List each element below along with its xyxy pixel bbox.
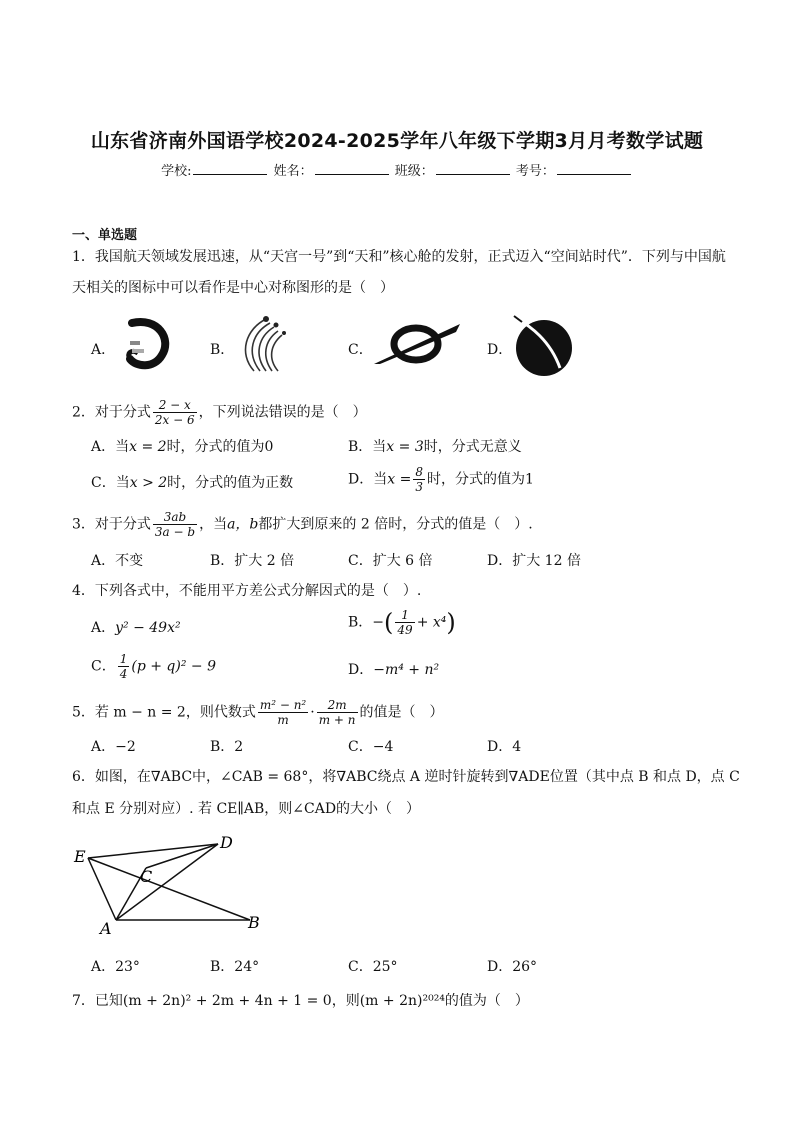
q3-option-b: B．扩大 2 倍 [210,553,295,569]
page-title: 山东省济南外国语学校2024-2025学年八年级下学期3月月考数学试题 [90,130,704,152]
q4-option-b-label: B． [348,614,373,631]
q4-option-c-label: C． [91,658,116,675]
point-d-label: D [220,833,233,852]
q4-option-b-right-paren: ) [446,608,456,637]
q1-option-a-label: A． [91,342,116,358]
q2-option-d-denominator: 3 [415,480,423,494]
q2-option-a-expr: x = 2 [129,439,167,455]
q4-option-b-numerator: 1 [395,608,414,623]
class-blank [436,162,510,175]
q2-option-c [91,472,293,492]
q7-stem: 7．已知(m + 2n)² + 2m + 4n + 1 = 0，则(m + 2n)²⁰²⁴的值为（ ） [72,993,529,1009]
q1-option-c-label: C． [348,342,373,358]
q4-option-b-fraction [395,608,414,637]
point-b-label: B [248,913,260,932]
q4-stem: 4．下列各式中，不能用平方差公式分解因式的是（ ）. [72,583,422,599]
q4-option-c-tail: (p + q)² − 9 [131,658,216,675]
q3-stem [72,510,533,539]
q2-option-c-label: C．当 [91,475,130,491]
name-label: 姓名： [273,164,313,179]
q6-line1: 6．如图，在∇ABC中，∠CAB = 68°，将∇ABC绕点 A 逆时针旋转到∇ADE位置（其中点 B 和点 D，点 C [72,769,740,785]
q6-option-b: B．24° [210,959,260,975]
q5-multiply-dot: · [310,704,315,721]
q2-option-c-expr: x > 2 [129,475,168,491]
q3-variables: a，b [227,516,259,533]
line-ad [116,844,218,920]
q2-option-d-numerator: 8 [415,465,423,479]
q5-fraction-2-denominator: m + n [318,713,356,727]
q4-option-b [348,608,456,637]
q3-fraction-numerator: 3ab [153,510,197,525]
q1-line2: 天相关的图标中可以看作是中心对称图形的是（ ） [72,280,394,296]
q1-option-c-icon [372,320,464,368]
q5-option-d: D．4 [487,739,522,755]
school-label: 学校: [161,164,192,179]
q5-stem-tail: 的值是（ ） [359,704,444,721]
q1-option-b-label: B． [210,342,235,358]
q2-option-a-tail: 时，分式的值为0 [166,439,274,455]
q3-fraction [153,510,197,539]
q1-line1: 1．我国航天领域发展迅速，从“天宫一号”到“天和”核心舱的发射，正式迈入“空间站时代”．下列与中国航 [72,249,726,265]
point-e-label: E [74,847,86,866]
q2-option-d-label: D．当 [348,471,388,488]
q5-fraction-1 [258,698,308,727]
q5-option-a: A．−2 [91,739,136,755]
q2-option-c-tail: 时，分式的值为正数 [167,475,294,491]
exam-no-blank [557,162,631,175]
q2-option-b-label: B．当 [348,439,387,455]
q2-stem-tail: ，下列说法错误的是（ ） [198,404,367,421]
q2-option-d-tail: 时，分式的值为1 [426,471,534,488]
q5-stem-text: 5．若 m − n = 2，则代数式 [72,704,256,721]
name-blank [315,162,389,175]
q3-option-d: D．扩大 12 倍 [487,553,581,569]
q4-option-c-denominator: 4 [119,667,128,681]
q6-line2: 和点 E 分别对应）. 若 CE∥AB，则∠CAD的大小（ ） [72,801,421,817]
student-info-line [0,160,794,179]
school-blank [193,162,267,175]
q4-option-d [348,659,439,679]
q5-stem [72,698,444,727]
q5-fraction-1-denominator: m [277,713,289,727]
q4-option-b-left-paren: ( [384,608,394,637]
q1-option-d-label: D． [487,342,513,358]
q3-option-a: A．不变 [91,553,144,569]
q6-option-d: D．26° [487,959,538,975]
section-heading: 一、单选题 [72,228,138,243]
q2-option-b-expr: x = 3 [386,439,424,455]
q3-fraction-denominator: 3a − b [154,525,196,539]
q3-stem-text: 3．对于分式 [72,516,151,533]
exam-no-label: 考号： [515,164,555,179]
class-label: 班级： [394,164,434,179]
q4-option-c-numerator: 1 [119,652,128,666]
q2-option-d-fraction [413,465,425,494]
q1-option-b-icon [236,313,292,375]
q1-option-d-icon [510,314,576,378]
q2-fraction-numerator: 2 − x [153,398,197,413]
q4-option-a-expr: y² − 49x² [115,620,181,636]
q2-option-a-label: A．当 [91,439,130,455]
q4-option-c [91,652,216,681]
q2-fraction-denominator: 2x − 6 [154,413,195,427]
q2-stem [72,398,367,427]
q6-geometry-figure [68,830,268,940]
q4-option-d-label: D． [348,662,374,678]
q2-option-b-tail: 时，分式无意义 [423,439,522,455]
q5-option-b: B．2 [210,739,244,755]
q3-stem-tail: 都扩大到原来的 2 倍时，分式的值是（ ）. [258,516,533,533]
q6-option-a: A．23° [91,959,140,975]
q4-option-a-label: A． [91,620,116,636]
q4-option-c-fraction [118,652,130,681]
q5-fraction-2-numerator: 2m [317,698,358,713]
q2-option-a [91,436,273,456]
q4-option-d-expr: −m⁴ + n² [373,662,440,678]
q1-option-a-icon [118,315,170,373]
q4-option-a [91,617,181,637]
q5-fraction-2 [317,698,358,727]
q5-option-c: C．−4 [348,739,394,755]
q4-option-b-denominator: 49 [397,623,413,637]
q2-option-b [348,436,522,456]
point-a-label: A [100,919,112,938]
q2-option-d [348,465,534,494]
q4-option-b-sign: − [372,614,385,631]
q2-option-d-expr: x = [387,471,412,488]
q4-option-b-tail: + x⁴ [416,614,447,631]
q3-stem-mid: ，当 [199,516,228,533]
q3-option-c: C．扩大 6 倍 [348,553,433,569]
q6-option-c: C．25° [348,959,398,975]
point-c-label: C [140,867,153,886]
q5-fraction-1-numerator: m² − n² [259,698,307,712]
q2-fraction [153,398,197,427]
q2-stem-text: 2．对于分式 [72,404,151,421]
